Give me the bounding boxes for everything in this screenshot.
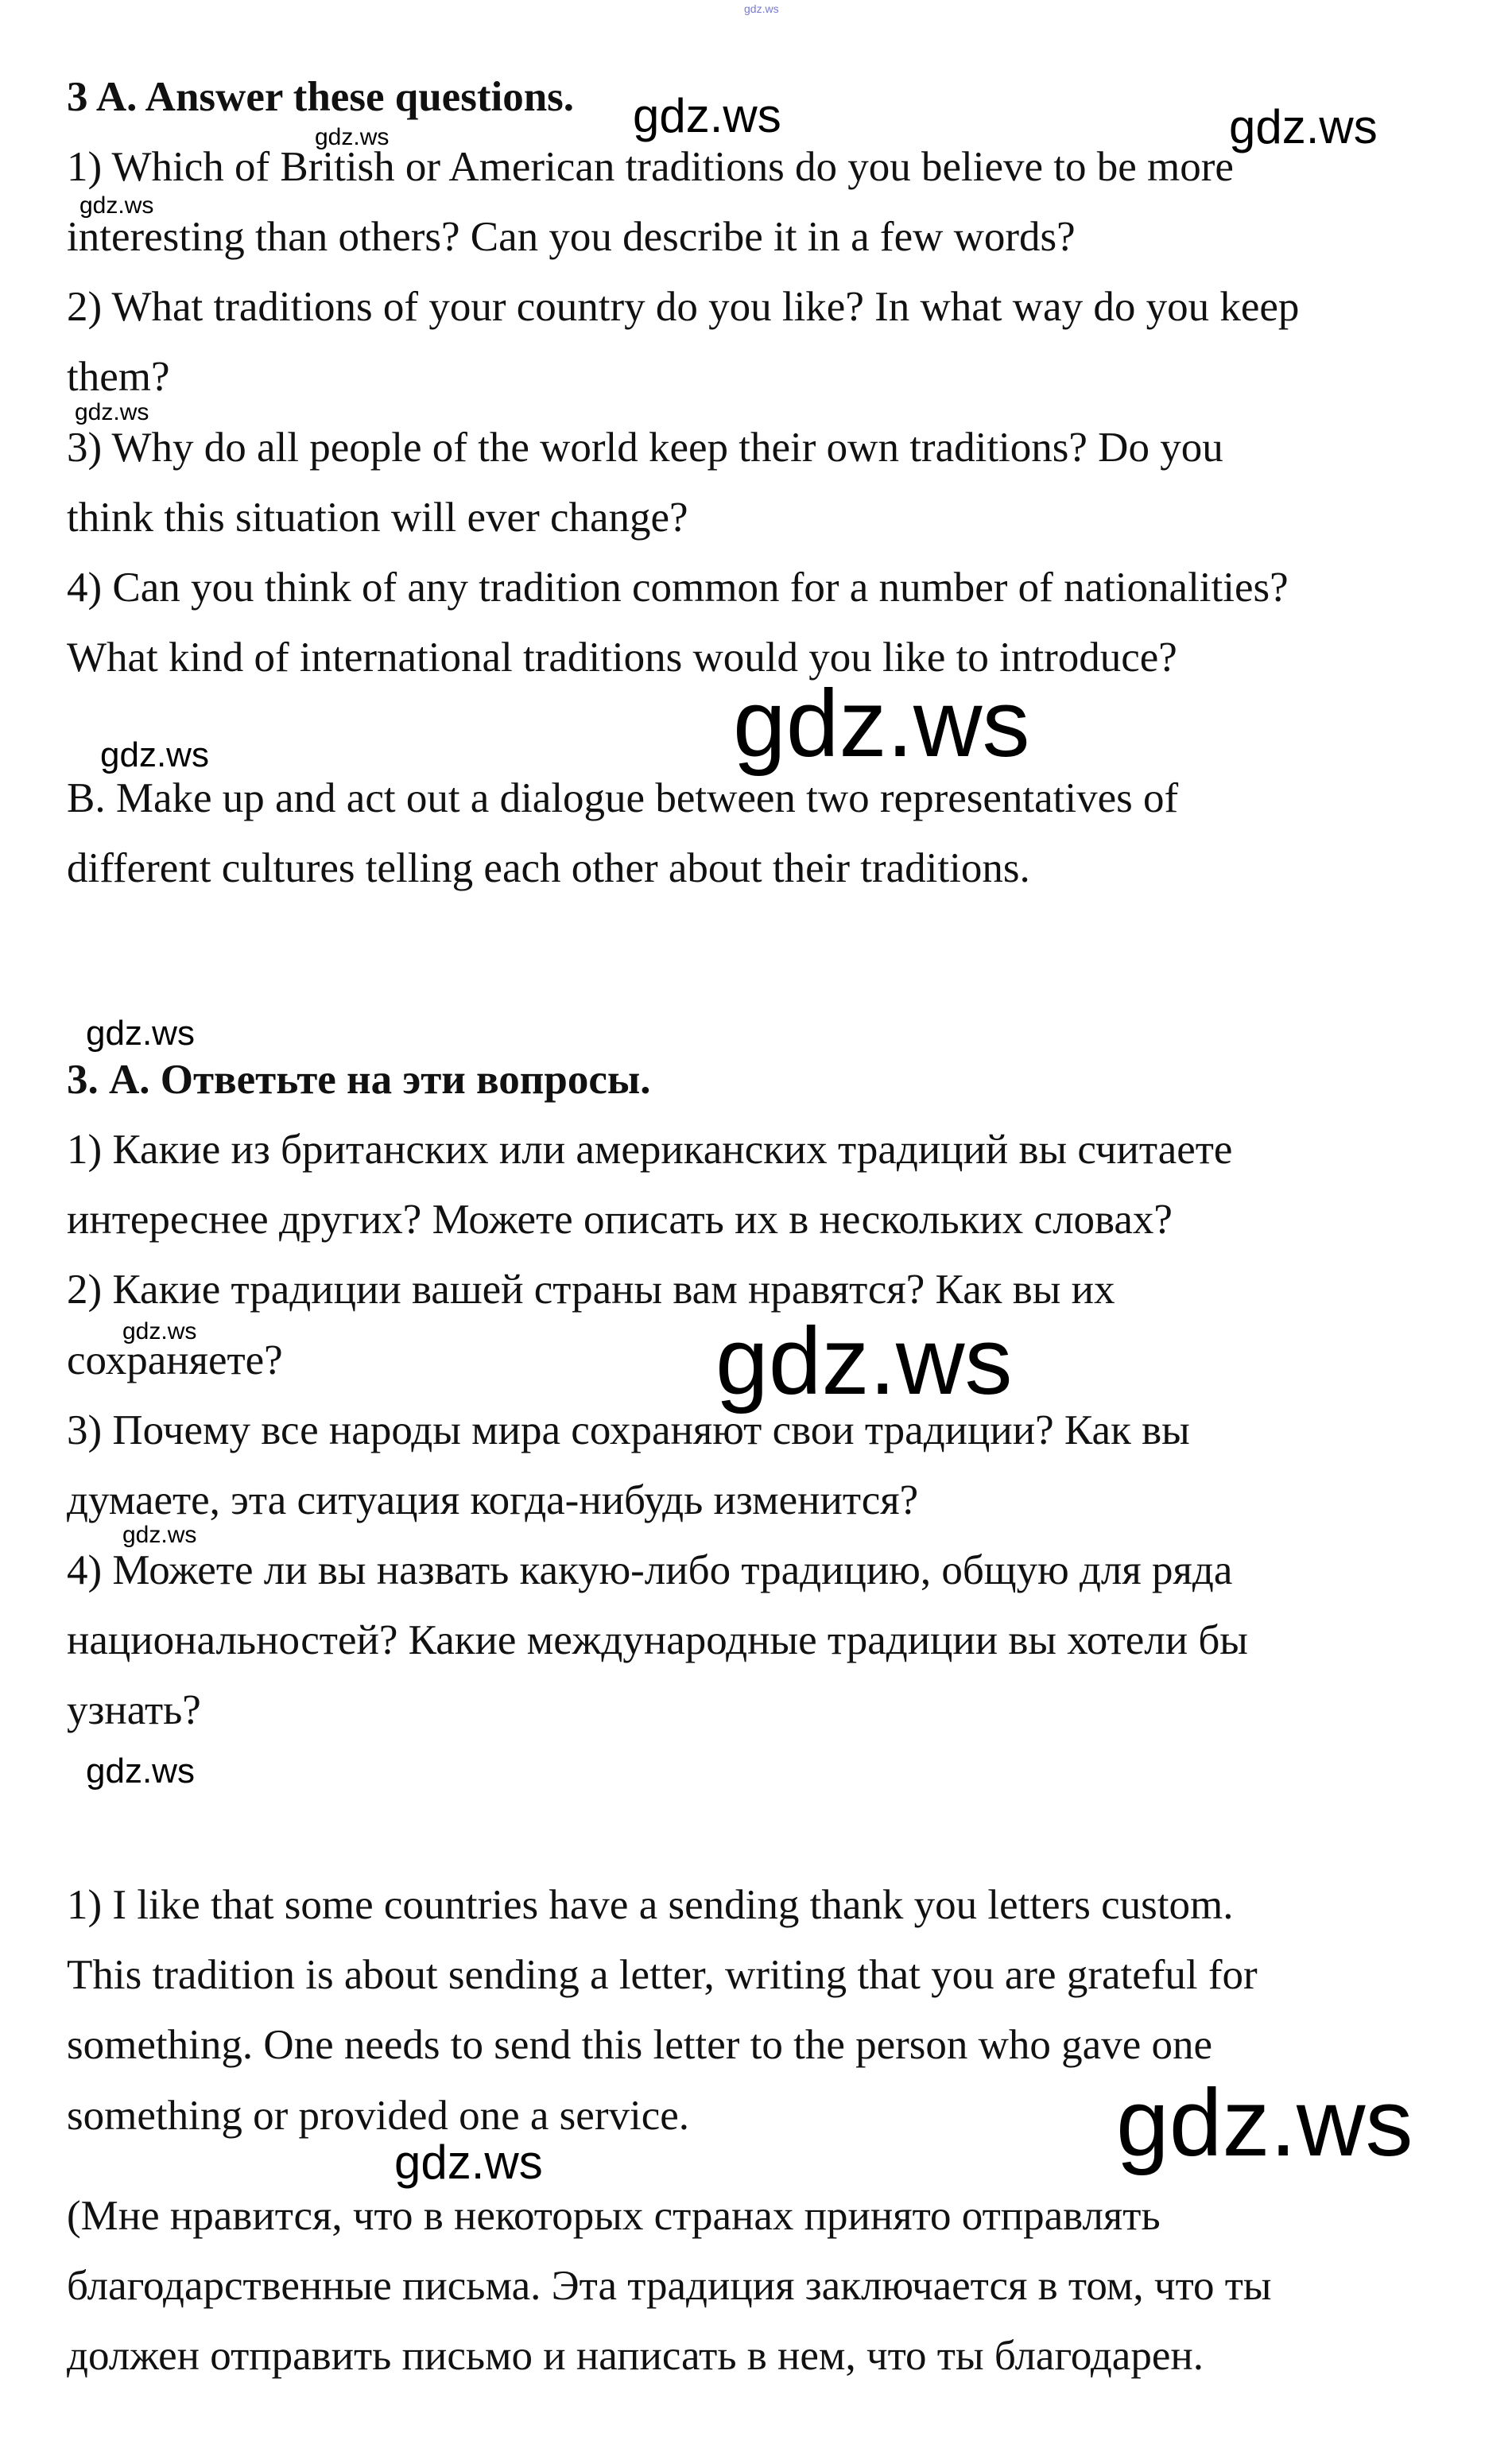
question-line-ru: 1) Какие из британских или американских традиций вы считаете	[67, 1127, 1233, 1173]
question-line: 1) Which of British or American traditions do you believe to be more	[67, 144, 1234, 190]
answer-translation-line: должен отправить письмо и написать в нем, что ты благодарен.	[67, 2333, 1204, 2379]
question-line: What kind of international traditions would you like to introduce?	[67, 634, 1177, 681]
watermark: gdz.ws	[86, 1752, 195, 1791]
watermark: gdz.ws	[394, 2136, 543, 2189]
question-line-ru: сохраняете?	[67, 1337, 283, 1383]
watermark: gdz.ws	[715, 1308, 1013, 1414]
question-line-ru: узнать?	[67, 1687, 201, 1733]
question-line-ru: национальностей? Какие международные традиции вы хотели бы	[67, 1617, 1248, 1663]
task-heading-english: 3 A. Answer these questions.	[67, 74, 575, 120]
task-b-line: B. Make up and act out a dialogue between two representatives of	[67, 775, 1179, 821]
watermark: gdz.ws	[100, 735, 209, 774]
answer-line: something. One needs to send this letter to the person who gave one	[67, 2022, 1212, 2068]
answer-translation-line: благодарственные письма. Эта традиция заключается в том, что ты	[67, 2263, 1272, 2309]
watermark-top: gdz.ws	[744, 2, 779, 15]
watermark: gdz.ws	[86, 1014, 195, 1053]
watermark: gdz.ws	[633, 89, 781, 142]
question-line: 3) Why do all people of the world keep their own traditions? Do you	[67, 425, 1223, 471]
watermark: gdz.ws	[1116, 2070, 1413, 2176]
watermark: gdz.ws	[315, 124, 390, 150]
answer-line: something or provided one a service.	[67, 2093, 689, 2139]
watermark: gdz.ws	[1229, 100, 1378, 153]
task-b-line: different cultures telling each other about their traditions.	[67, 845, 1030, 891]
question-line-ru: интереснее других? Можете описать их в нескольких словах?	[67, 1197, 1173, 1243]
question-line: 2) What traditions of your country do you like? In what way do you keep	[67, 284, 1300, 330]
watermark: gdz.ws	[75, 399, 149, 425]
answer-line: This tradition is about sending a letter, writing that you are grateful for	[67, 1952, 1258, 1998]
question-line-ru: 2) Какие традиции вашей страны вам нравятся? Как вы их	[67, 1267, 1115, 1313]
watermark: gdz.ws	[122, 1318, 197, 1344]
question-line: think this situation will ever change?	[67, 495, 688, 541]
question-line: them?	[67, 354, 170, 400]
watermark: gdz.ws	[79, 192, 154, 219]
question-line-ru: 4) Можете ли вы назвать какую-либо традицию, общую для ряда	[67, 1547, 1233, 1593]
watermark: gdz.ws	[122, 1522, 197, 1548]
task-heading-russian: 3. А. Ответьте на эти вопросы.	[67, 1057, 651, 1103]
question-line-ru: 3) Почему все народы мира сохраняют свои традиции? Как вы	[67, 1407, 1190, 1453]
question-line-ru: думаете, эта ситуация когда-нибудь изменится?	[67, 1477, 919, 1523]
question-line: 4) Can you think of any tradition common for a number of nationalities?	[67, 565, 1289, 611]
answer-translation-line: (Мне нравится, что в некоторых странах принято отправлять	[67, 2193, 1161, 2239]
watermark: gdz.ws	[733, 670, 1030, 777]
answer-line: 1) I like that some countries have a sending thank you letters custom.	[67, 1882, 1234, 1928]
question-line: interesting than others? Can you describe it in a few words?	[67, 214, 1076, 260]
